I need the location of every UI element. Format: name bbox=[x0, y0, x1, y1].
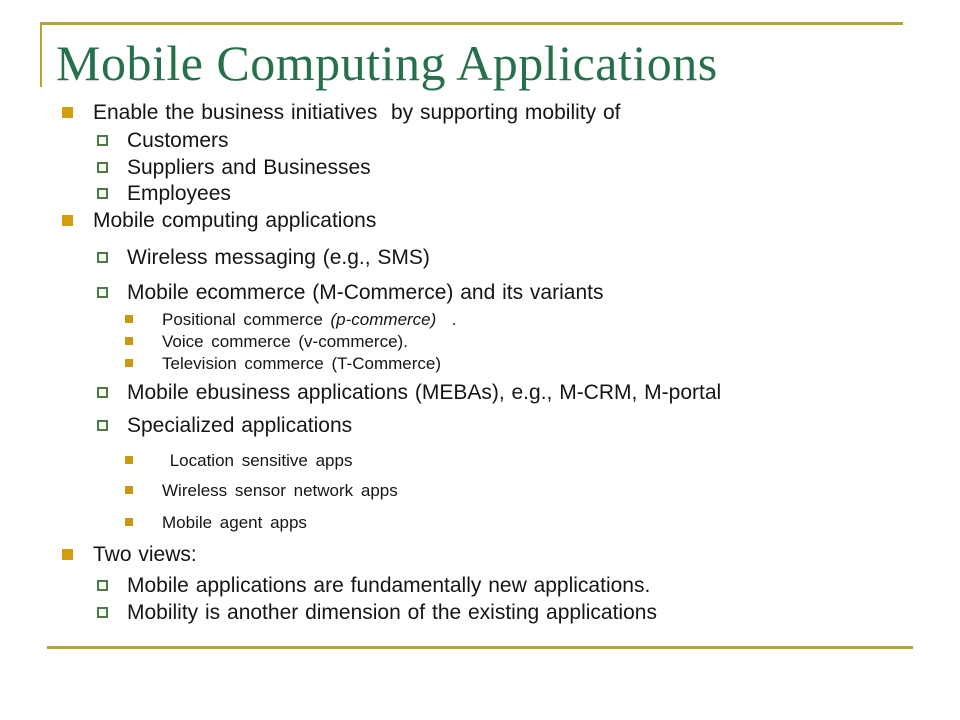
bullet-text: Enable the business initiatives by supporting mobility of bbox=[93, 101, 621, 124]
hollow-square-bullet-icon bbox=[97, 188, 108, 199]
bullet-item bbox=[40, 280, 942, 306]
bullet-item bbox=[40, 309, 942, 331]
hollow-square-bullet-icon bbox=[97, 287, 108, 298]
hollow-square-bullet-icon bbox=[97, 580, 108, 591]
small-square-bullet-icon bbox=[125, 359, 133, 367]
bullet-item bbox=[40, 542, 942, 568]
bullet-text: Customers bbox=[127, 129, 229, 152]
bullet-item bbox=[40, 512, 942, 534]
filled-square-bullet-icon bbox=[62, 549, 73, 560]
small-square-bullet-icon bbox=[125, 486, 133, 494]
bullet-text: Mobile applications are fundamentally new applications. bbox=[127, 574, 651, 597]
bullet-text: Wireless messaging (e.g., SMS) bbox=[127, 246, 430, 269]
hollow-square-bullet-icon bbox=[97, 387, 108, 398]
bullet-text: Mobile ecommerce (M-Commerce) and its variants bbox=[127, 281, 604, 304]
bullet-item bbox=[40, 573, 942, 599]
bullet-text: Television commerce (T-Commerce) bbox=[162, 354, 441, 373]
bullet-text: Voice commerce (v-commerce). bbox=[162, 332, 408, 351]
bullet-item bbox=[40, 450, 942, 472]
bullet-item bbox=[40, 353, 942, 375]
filled-square-bullet-icon bbox=[62, 215, 73, 226]
top-rule bbox=[40, 22, 903, 25]
filled-square-bullet-icon bbox=[62, 107, 73, 118]
hollow-square-bullet-icon bbox=[97, 607, 108, 618]
bullet-text: Mobile agent apps bbox=[162, 513, 307, 532]
bullet-item bbox=[40, 331, 942, 353]
bullet-text-italic: (p-commerce) bbox=[330, 310, 437, 329]
bullet-item bbox=[40, 600, 942, 626]
bullet-text bbox=[162, 309, 456, 331]
small-square-bullet-icon bbox=[125, 456, 133, 464]
bullet-item bbox=[40, 155, 942, 181]
bullet-item bbox=[40, 480, 942, 502]
bullet-list bbox=[40, 96, 942, 626]
bullet-text: Two views: bbox=[93, 543, 197, 566]
bullet-item bbox=[40, 208, 942, 234]
footer-rule bbox=[47, 646, 913, 649]
hollow-square-bullet-icon bbox=[97, 135, 108, 146]
bullet-item bbox=[40, 380, 942, 406]
hollow-square-bullet-icon bbox=[97, 420, 108, 431]
page-title: Mobile Computing Applications bbox=[56, 35, 718, 91]
bullet-text: Location sensitive apps bbox=[162, 451, 353, 470]
bullet-item bbox=[40, 245, 942, 271]
bullet-item bbox=[40, 100, 942, 126]
bullet-text-post: . bbox=[436, 310, 457, 329]
bullet-text-pre: Positional commerce bbox=[162, 310, 331, 329]
small-square-bullet-icon bbox=[125, 315, 133, 323]
hollow-square-bullet-icon bbox=[97, 162, 108, 173]
small-square-bullet-icon bbox=[125, 518, 133, 526]
bullet-text: Employees bbox=[127, 182, 231, 205]
bullet-text: Specialized applications bbox=[127, 414, 353, 437]
small-square-bullet-icon bbox=[125, 337, 133, 345]
bullet-item bbox=[40, 128, 942, 154]
bullet-text: Wireless sensor network apps bbox=[162, 481, 398, 500]
bullet-text: Suppliers and Businesses bbox=[127, 156, 371, 179]
bullet-text: Mobility is another dimension of the existing applications bbox=[127, 601, 657, 624]
hollow-square-bullet-icon bbox=[97, 252, 108, 263]
bullet-item bbox=[40, 181, 942, 207]
bullet-text: Mobile ebusiness applications (MEBAs), e.g., M-CRM, M-portal bbox=[127, 381, 722, 404]
bullet-text: Mobile computing applications bbox=[93, 209, 377, 232]
bullet-item bbox=[40, 413, 942, 439]
left-title-rule bbox=[40, 22, 42, 87]
